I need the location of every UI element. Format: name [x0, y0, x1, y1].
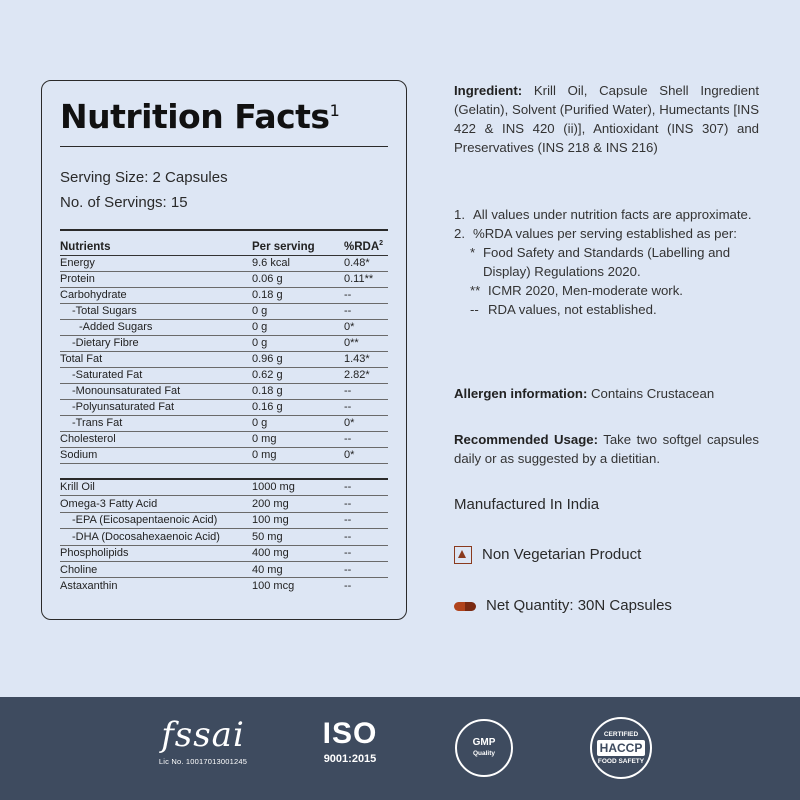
table-row	[60, 415, 388, 431]
nutrient-name: Choline	[60, 561, 252, 577]
header-per-serving: Per serving	[252, 231, 344, 255]
table-row	[60, 578, 388, 594]
table-row	[60, 319, 388, 335]
note-sub-3: -- RDA values, not established.	[470, 302, 657, 317]
per-serving-value: 0.96 g	[252, 351, 344, 367]
table-row	[60, 529, 388, 545]
per-serving-value: 50 mg	[252, 529, 344, 545]
certification-footer	[0, 697, 800, 800]
nutrient-name: Carbohydrate	[60, 287, 252, 303]
nutrient-name: -Added Sugars	[60, 319, 252, 335]
nutrient-name: Total Fat	[60, 351, 252, 367]
net-quantity-line	[454, 596, 759, 615]
nutrient-name: -Total Sugars	[60, 303, 252, 319]
table-row	[60, 303, 388, 319]
rda-value: --	[344, 496, 388, 512]
note-sub-1: * Food Safety and Standards (Labelling and Display) Regulations 2020.	[470, 245, 731, 279]
gmp-logo	[455, 719, 513, 777]
table-row	[60, 431, 388, 447]
usage-block	[454, 430, 759, 468]
table-row	[60, 561, 388, 577]
iso-number: 9001:2015	[323, 753, 377, 765]
note-sub-2: ** ICMR 2020, Men-moderate work.	[470, 283, 683, 298]
per-serving-value: 0.18 g	[252, 383, 344, 399]
allergen-block	[454, 384, 759, 403]
manufactured-in: Manufactured In India	[454, 496, 600, 513]
servings-count: No. of Servings: 15	[60, 194, 188, 211]
nutrient-name: Cholesterol	[60, 431, 252, 447]
table-row	[60, 287, 388, 303]
per-serving-value: 100 mg	[252, 512, 344, 528]
rda-value: --	[344, 529, 388, 545]
per-serving-value: 1000 mg	[252, 480, 344, 496]
note-2: 2. %RDA values per serving established as per:	[454, 226, 737, 241]
nutrient-name: Energy	[60, 255, 252, 271]
rda-value: 2.82*	[344, 367, 388, 383]
rda-value: --	[344, 431, 388, 447]
gmp-text: GMP	[472, 737, 496, 748]
haccp-food-safety: FOOD SAFETY	[597, 758, 645, 765]
nonveg-line	[454, 545, 759, 564]
ingredient-block	[454, 81, 759, 157]
nutrient-name: -DHA (Docosahexaenoic Acid)	[60, 529, 252, 545]
per-serving-value: 0 g	[252, 319, 344, 335]
per-serving-value: 40 mg	[252, 561, 344, 577]
table-row	[60, 271, 388, 287]
rda-value: 0*	[344, 415, 388, 431]
usage-label: Recommended Usage:	[454, 432, 598, 447]
per-serving-value: 0 mg	[252, 447, 344, 463]
haccp-text: HACCP	[597, 740, 646, 756]
per-serving-value: 0.16 g	[252, 399, 344, 415]
fssai-license: Lic No. 10017013001245	[158, 757, 248, 766]
rda-value: 0*	[344, 447, 388, 463]
table-row	[60, 367, 388, 383]
table-row	[60, 480, 388, 496]
nutrient-name: -Monounsaturated Fat	[60, 383, 252, 399]
table-row	[60, 255, 388, 271]
nutrient-name: -EPA (Eicosapentaenoic Acid)	[60, 512, 252, 528]
per-serving-value: 0 g	[252, 335, 344, 351]
nonveg-icon	[454, 546, 472, 564]
per-serving-value: 200 mg	[252, 496, 344, 512]
nutrition-facts-title: Nutrition Facts$^1$	[60, 97, 340, 136]
per-serving-value: 0.18 g	[252, 287, 344, 303]
nutrient-name: Astaxanthin	[60, 580, 118, 593]
haccp-logo	[590, 717, 652, 779]
nutrient-name: Sodium	[60, 447, 252, 463]
table-row	[60, 335, 388, 351]
nutrients-table	[60, 231, 388, 464]
allergen-label: Allergen information:	[454, 386, 588, 401]
per-serving-value: 0 mg	[252, 431, 344, 447]
gmp-quality: Quality	[472, 750, 496, 757]
per-serving-value: 0.62 g	[252, 367, 344, 383]
per-serving-value: 0.06 g	[252, 271, 344, 287]
rda-value: 0*	[344, 319, 388, 335]
header-rda: %RDA$^2$	[344, 231, 388, 255]
nutrient-name: Protein	[60, 271, 252, 287]
iso-logo	[310, 717, 390, 765]
capsule-icon	[454, 602, 476, 611]
table-row	[60, 496, 388, 512]
rda-value: --	[344, 545, 388, 561]
per-serving-value: 0 g	[252, 415, 344, 431]
table-row	[60, 383, 388, 399]
rda-value: --	[344, 303, 388, 319]
rda-value: --	[344, 561, 388, 577]
rda-value: --	[344, 287, 388, 303]
iso-wordmark: ISO	[322, 717, 378, 750]
haccp-badge-icon	[590, 717, 652, 779]
ingredient-label: Ingredient:	[454, 83, 523, 98]
allergen-text: Contains Crustacean	[591, 386, 715, 401]
per-serving-value: 400 mg	[252, 545, 344, 561]
table-row	[60, 399, 388, 415]
haccp-certified: CERTIFIED	[603, 731, 639, 738]
rda-value: --	[344, 399, 388, 415]
rda-value: --	[344, 580, 352, 593]
gmp-badge-icon	[455, 719, 513, 777]
rda-value: 0.11**	[344, 271, 388, 287]
ingredient-text: Krill Oil, Capsule Shell Ingredient (Gelatin), Solvent (Purified Water), Humectants [INS 422 & INS 420 (ii)], Antioxidant (INS 307) and Preservatives (INS 218 & INS 216)	[454, 83, 759, 155]
nutrient-name: Omega-3 Fatty Acid	[60, 496, 252, 512]
table-row	[60, 447, 388, 463]
fssai-logo	[128, 715, 278, 766]
rda-value: --	[344, 512, 388, 528]
rda-value: 1.43*	[344, 351, 388, 367]
note-1: 1. All values under nutrition facts are approximate.	[454, 207, 752, 222]
rda-value: --	[344, 383, 388, 399]
nutrient-name: Phospholipids	[60, 545, 252, 561]
table-header-row	[60, 231, 388, 255]
table-row	[60, 545, 388, 561]
header-nutrients: Nutrients	[60, 231, 252, 255]
nutrient-name: -Dietary Fibre	[60, 335, 252, 351]
notes-block	[454, 205, 759, 319]
rda-value: 0**	[344, 335, 388, 351]
per-serving-value: 0 g	[252, 303, 344, 319]
serving-size: Serving Size: 2 Capsules	[60, 169, 228, 186]
table-row	[60, 351, 388, 367]
per-serving-value: 9.6 kcal	[252, 255, 344, 271]
nutrient-name: -Saturated Fat	[60, 367, 252, 383]
per-serving-value: 100 mcg	[252, 580, 295, 593]
nutrient-name: -Polyunsaturated Fat	[60, 399, 252, 415]
rda-value: 0.48*	[344, 255, 388, 271]
fssai-wordmark: fssai	[161, 715, 245, 755]
net-quantity-text: Net Quantity: 30N Capsules	[486, 597, 672, 614]
nutrient-name: Krill Oil	[60, 480, 252, 496]
serving-info	[60, 165, 388, 215]
ingredients-table	[60, 480, 388, 595]
nonveg-text: Non Vegetarian Product	[482, 546, 642, 563]
nutrition-facts-panel	[41, 80, 407, 620]
rda-value: --	[344, 480, 388, 496]
nutrient-name: -Trans Fat	[60, 415, 252, 431]
usage-text: Take two softgel capsules daily or as suggested by a dietitian.	[454, 432, 759, 466]
table-row	[60, 512, 388, 528]
title-divider	[60, 146, 388, 147]
